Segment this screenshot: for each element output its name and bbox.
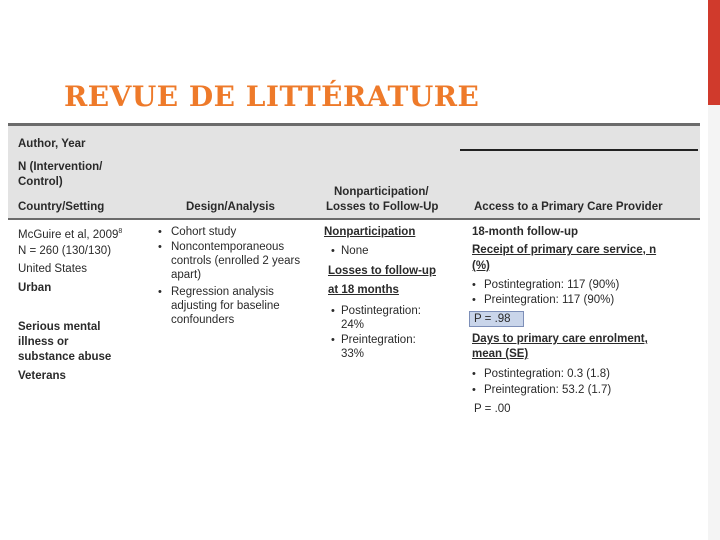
bullet-dot: • bbox=[331, 334, 335, 346]
slide-title: REVUE DE LITTÉRATURE bbox=[64, 80, 480, 113]
receipt-pre: Preintegration: 117 (90%) bbox=[484, 294, 615, 306]
header-country-setting: Country/Setting bbox=[18, 201, 105, 213]
bullet-dot: • bbox=[158, 286, 162, 298]
design-item-2: Noncontemporaneous controls (enrolled 2 years apart) bbox=[171, 241, 301, 281]
accent-bar bbox=[708, 0, 720, 105]
cell-condition-line1: Serious mental bbox=[18, 321, 101, 333]
header-n-line2: Control) bbox=[18, 176, 63, 188]
losses-post-label: Postintegration: bbox=[341, 305, 421, 317]
nonparticipation-label: Nonparticipation bbox=[324, 226, 416, 238]
header-access: Access to a Primary Care Provider bbox=[474, 201, 663, 213]
p-value-1: P = .98 bbox=[474, 313, 511, 325]
header-n-line1: N (Intervention/ bbox=[18, 161, 103, 173]
bullet-dot: • bbox=[158, 241, 162, 253]
cell-n: N = 260 (130/130) bbox=[18, 245, 112, 257]
literature-table bbox=[8, 123, 700, 423]
losses-pre-label: Preintegration: bbox=[341, 334, 416, 346]
bullet-dot: • bbox=[472, 279, 476, 291]
days-label-line1: Days to primary care enrolment, bbox=[472, 333, 648, 345]
cell-setting: Urban bbox=[18, 282, 52, 294]
cell-author: McGuire et al, 2009$^8$ bbox=[18, 228, 123, 241]
header-design-analysis: Design/Analysis bbox=[186, 201, 275, 213]
bullet-dot: • bbox=[331, 305, 335, 317]
cell-condition-line3: substance abuse bbox=[18, 351, 112, 363]
cell-country: United States bbox=[18, 263, 88, 275]
days-post: Postintegration: 0.3 (1.8) bbox=[484, 368, 610, 380]
side-strip bbox=[708, 105, 720, 540]
cell-population: Veterans bbox=[18, 370, 66, 382]
design-item-3: Regression analysis adjusting for baseline confounders bbox=[171, 286, 280, 326]
receipt-label-line1: Receipt of primary care service, n bbox=[472, 244, 657, 256]
bullet-dot: • bbox=[472, 368, 476, 380]
table-header-rule bbox=[8, 218, 700, 220]
losses-pre-value: 33% bbox=[341, 348, 365, 360]
losses-label-line2: at 18 months bbox=[328, 284, 399, 296]
p-value-2: P = .00 bbox=[474, 403, 511, 415]
followup-heading: 18-month follow-up bbox=[472, 226, 579, 238]
header-author-year: Author, Year bbox=[18, 138, 86, 150]
header-nonparticipation: Nonparticipation/ bbox=[334, 186, 429, 198]
table-top-rule bbox=[8, 123, 700, 126]
bullet-dot: • bbox=[331, 245, 335, 257]
bullet-dot: • bbox=[472, 384, 476, 396]
design-item-1: Cohort study bbox=[171, 226, 237, 238]
days-label-line2: mean (SE) bbox=[472, 348, 529, 360]
bullet-dot: • bbox=[158, 226, 162, 238]
cell-condition-line2: illness or bbox=[18, 336, 69, 348]
days-pre: Preintegration: 53.2 (1.7) bbox=[484, 384, 612, 396]
receipt-label-line2: (%) bbox=[472, 260, 490, 272]
nonparticipation-value: None bbox=[341, 245, 369, 257]
losses-label-line1: Losses to follow-up bbox=[328, 265, 436, 277]
receipt-post: Postintegration: 117 (90%) bbox=[484, 279, 620, 291]
header-divider-line bbox=[460, 149, 698, 151]
header-losses: Losses to Follow-Up bbox=[326, 201, 439, 213]
losses-post-value: 24% bbox=[341, 319, 365, 331]
bullet-dot: • bbox=[472, 294, 476, 306]
